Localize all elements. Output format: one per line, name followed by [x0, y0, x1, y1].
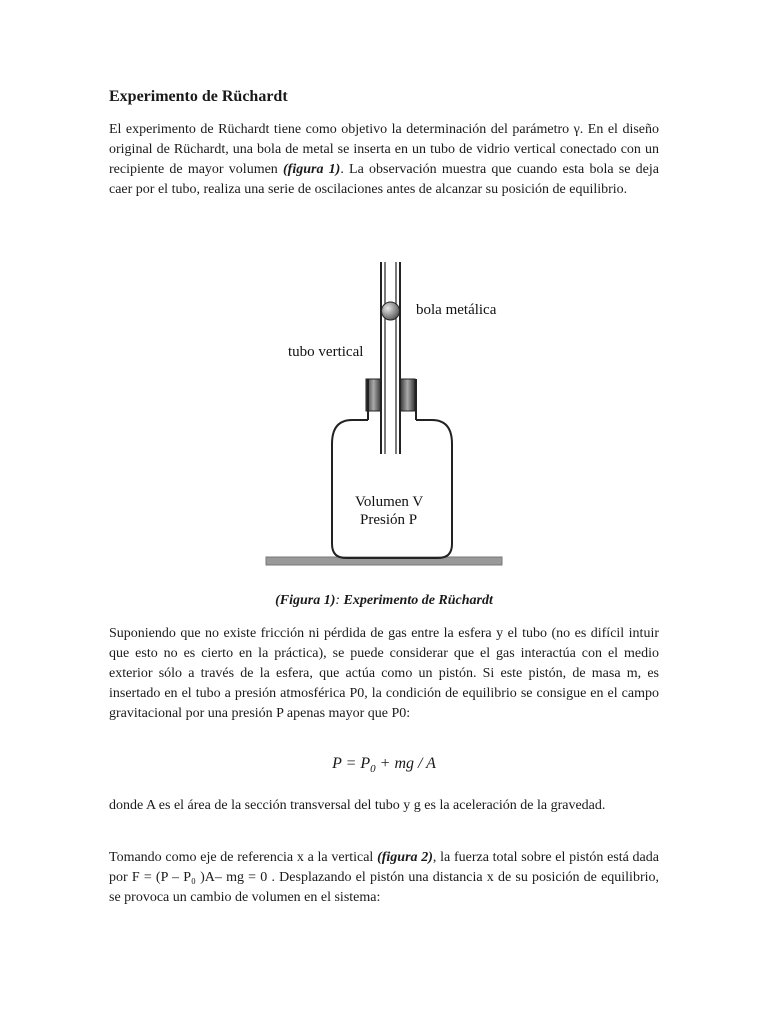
figure-1-reference: (figura 1) — [283, 162, 341, 177]
caption-separator: : — [335, 593, 341, 608]
label-metal-ball: bola metálica — [416, 302, 497, 318]
intro-text-a: El experimento de Rüchardt tiene como objetivo la determinación del parámetro γ. En el diseño original de Rüchardt, una bola de metal se inserta en un tubo de vidrio vertical conectado con un recipiente de mayor volumen — [109, 122, 659, 177]
container-vessel — [332, 420, 452, 558]
force-text-b: , la fuerza total sobre el pistón está dada por F = (P – P₀ )A– mg = 0 . Desplazando el pistón una distancia x de su posición de equilibrio, se provoca un cambio de volumen en el sistema: — [109, 850, 659, 905]
caption-title: Experimento de Rüchardt — [340, 593, 493, 608]
equilibrium-equation — [0, 755, 768, 775]
force-text-a: Tomando como eje de referencia x a la vertical — [109, 850, 378, 865]
definition-paragraph: donde A es el área de la sección transversal del tubo y g es la aceleración de la gravedad. — [109, 798, 606, 813]
force-paragraph — [109, 848, 659, 908]
assumption-paragraph: Suponiendo que no existe fricción ni pérdida de gas entre la esfera y el tubo (no es difícil intuir que esto no es cierto en la práctica), se puede considerar que el gas interactúa con el medio exterior sólo a través de la esfera, que actúa como un pistón. Si este pistón, de masa m, es insertado en el tubo a presión atmosférica P0, la condición de equilibrio se consigue en el campo gravitacional por una presión P apenas mayor que P0: — [109, 626, 659, 721]
label-vertical-tube: tubo vertical — [288, 344, 364, 360]
label-volume: Volumen V — [355, 494, 424, 510]
equation-right: + mg / A — [375, 755, 436, 772]
label-pressure: Presión P — [360, 512, 418, 528]
ruchardt-apparatus-figure — [260, 258, 510, 568]
metal-ball — [382, 302, 400, 320]
stopper-right — [400, 379, 415, 411]
section-title: Experimento de Rüchardt — [109, 88, 288, 105]
equation-subscript: 0 — [370, 763, 376, 776]
equation-left: P = P — [332, 755, 371, 772]
figure-2-reference: (figura 2) — [377, 850, 433, 865]
caption-figure-ref: (Figura 1) — [275, 593, 336, 608]
figure-caption — [0, 593, 768, 609]
intro-paragraph — [109, 120, 659, 200]
intro-text-b: . La observación muestra que cuando esta bola se deja caer por el tubo, realiza una serie de oscilaciones antes de alcanzar su posición de equilibrio. — [109, 162, 659, 197]
